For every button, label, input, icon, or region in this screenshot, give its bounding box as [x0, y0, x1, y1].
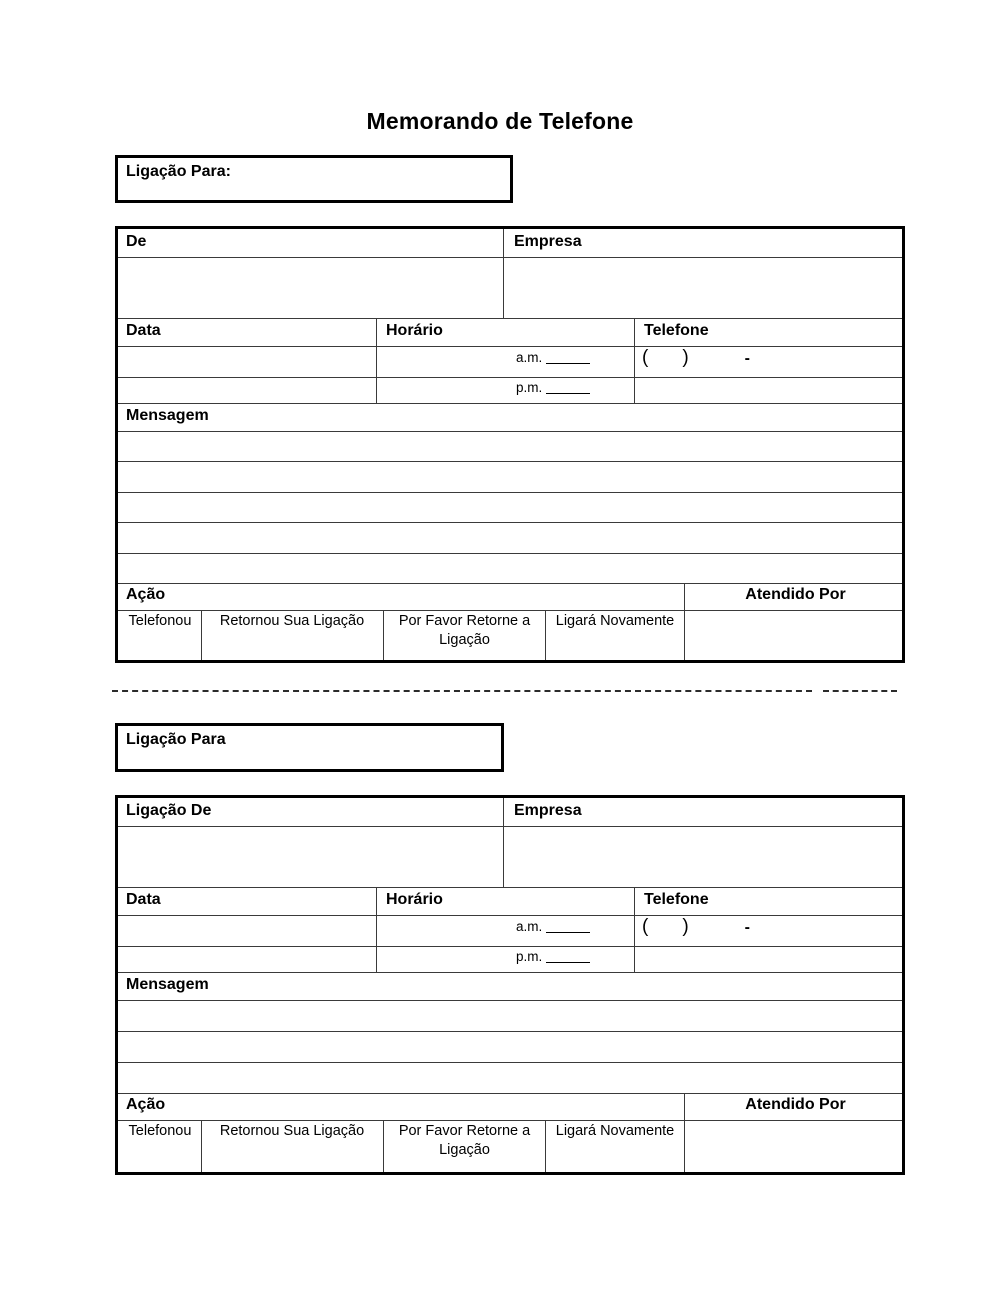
from-input-2[interactable]: [118, 826, 503, 887]
phone-paren-open-1: (: [642, 347, 649, 368]
rule: [383, 610, 384, 660]
answered-by-label-1: Atendido Por: [745, 586, 846, 603]
am-label-1: a.m.: [516, 350, 543, 365]
call-to-box-1[interactable]: [115, 155, 513, 203]
date-input-2-b[interactable]: [118, 946, 376, 972]
answered-by-input-1[interactable]: [686, 610, 902, 660]
message-line[interactable]: [118, 493, 902, 522]
action-option-ligara-novamente-2[interactable]: Ligará Novamente: [555, 1123, 675, 1139]
rule: [118, 403, 902, 404]
rule: [634, 318, 635, 403]
rule: [383, 1120, 384, 1172]
from-input-1[interactable]: [118, 257, 503, 318]
phone-memo-table-2: [115, 795, 905, 1175]
rule: [201, 610, 202, 660]
date-label-1: Data: [126, 322, 161, 339]
pm-rule-2: [546, 962, 590, 963]
phone-paren-open-2: (: [642, 916, 649, 937]
pm-label-1: p.m.: [516, 380, 543, 395]
answered-by-label-2: Atendido Por: [745, 1096, 846, 1113]
from-label-2: Ligação De: [126, 802, 212, 819]
date-input-2[interactable]: [118, 915, 376, 946]
message-line[interactable]: [118, 1063, 902, 1093]
page-title: Memorando de Telefone: [366, 108, 634, 134]
action-option-por-favor-retorne-a-ligacao-1[interactable]: Por Favor Retorne a Ligação: [398, 613, 531, 648]
phone-input-1[interactable]: [642, 347, 750, 369]
phone-memo-table-1: [115, 226, 905, 663]
phone-dash-2: -: [744, 919, 750, 936]
phone-label-1: Telefone: [644, 322, 709, 339]
action-option-retornou-sua-ligacao-2[interactable]: Retornou Sua Ligação: [219, 1123, 365, 1139]
action-option-telefonou-1[interactable]: Telefonou: [128, 613, 192, 629]
company-label-1: Empresa: [514, 233, 582, 250]
separator-segment: [112, 690, 812, 692]
rule: [376, 318, 377, 403]
call-to-label-2: Ligação Para: [126, 731, 226, 748]
am-label-2: a.m.: [516, 919, 543, 934]
phone-label-2: Telefone: [644, 891, 709, 908]
rule: [201, 1120, 202, 1172]
rule: [118, 1093, 902, 1094]
am-field-2[interactable]: [516, 919, 590, 934]
action-option-retornou-sua-ligacao-1[interactable]: Retornou Sua Ligação: [219, 613, 365, 629]
phone-dash-1: -: [744, 350, 750, 367]
message-line[interactable]: [118, 1000, 902, 1031]
action-option-por-favor-retorne-a-ligacao-2[interactable]: Por Favor Retorne a Ligação: [398, 1123, 531, 1158]
form-separator: [112, 690, 892, 694]
action-option-ligara-novamente-1[interactable]: Ligará Novamente: [555, 613, 675, 629]
company-input-1[interactable]: [504, 257, 902, 318]
message-label-2: Mensagem: [126, 976, 209, 993]
message-line[interactable]: [118, 523, 902, 553]
phone-paren-close-2: ): [682, 916, 689, 937]
rule: [684, 583, 685, 660]
rule: [118, 887, 902, 888]
company-label-2: Empresa: [514, 802, 582, 819]
am-field-1[interactable]: [516, 350, 590, 365]
call-to-box-2[interactable]: [115, 723, 504, 772]
answered-by-input-2[interactable]: [686, 1120, 902, 1172]
separator-segment: [823, 690, 897, 692]
am-rule-2: [546, 932, 590, 933]
pm-field-1[interactable]: [516, 380, 590, 395]
am-rule-1: [546, 363, 590, 364]
phone-input-2[interactable]: [642, 916, 750, 938]
action-label-2: Ação: [126, 1096, 166, 1113]
company-input-2[interactable]: [504, 826, 902, 887]
message-line[interactable]: [118, 554, 902, 583]
message-line[interactable]: [118, 431, 902, 461]
pm-field-2[interactable]: [516, 949, 590, 964]
call-to-label-1: Ligação Para:: [126, 163, 231, 180]
pm-rule-1: [546, 393, 590, 394]
message-line[interactable]: [118, 1032, 902, 1062]
date-input-1-b[interactable]: [118, 377, 376, 403]
time-label-1: Horário: [386, 322, 443, 339]
rule: [684, 1093, 685, 1172]
action-option-telefonou-2[interactable]: Telefonou: [128, 1123, 192, 1139]
pm-label-2: p.m.: [516, 949, 543, 964]
rule: [545, 1120, 546, 1172]
rule: [545, 610, 546, 660]
message-label-1: Mensagem: [126, 407, 209, 424]
rule: [118, 972, 902, 973]
rule: [118, 318, 902, 319]
rule: [376, 887, 377, 972]
from-label-1: De: [126, 233, 147, 250]
rule: [634, 887, 635, 972]
time-label-2: Horário: [386, 891, 443, 908]
rule: [118, 583, 902, 584]
message-line[interactable]: [118, 462, 902, 492]
date-label-2: Data: [126, 891, 161, 908]
date-input-1[interactable]: [118, 346, 376, 377]
action-label-1: Ação: [126, 586, 166, 603]
phone-paren-close-1: ): [682, 347, 689, 368]
